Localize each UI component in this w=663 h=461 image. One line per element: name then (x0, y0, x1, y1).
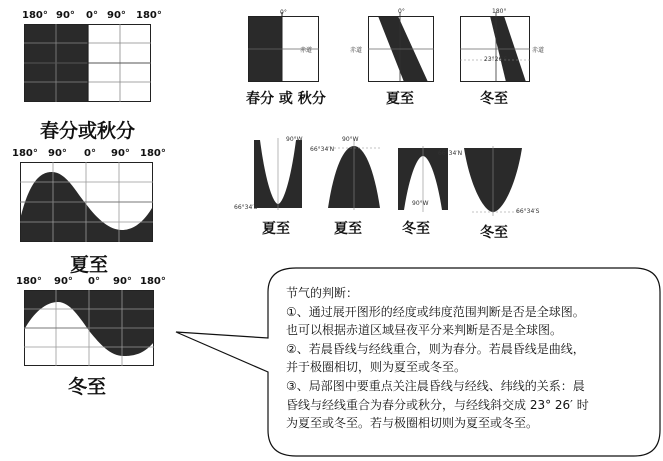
equator-label: 赤道 (532, 47, 545, 54)
zero-label: 0° (398, 8, 405, 15)
note-text (286, 284, 654, 433)
note-line: ③、局部图中要重点关注晨昏线与经线、纬线的关系：晨 (286, 378, 585, 393)
deg-label: 180° (12, 148, 38, 159)
deg-label: 90° (107, 10, 126, 21)
deg-label: 180° (140, 148, 166, 159)
deg-label: 0° (84, 148, 96, 159)
note-line: 并于极圈相切，则为夏至或冬至。 (286, 360, 467, 375)
equinox-local-caption: 春分 或 秋分 (246, 91, 326, 107)
deg-label: 0° (88, 276, 100, 287)
summer-local-caption: 夏至 (386, 91, 414, 107)
note-title: 节气的判断： (286, 286, 359, 300)
polar-caption-4: 冬至 (480, 225, 508, 241)
zero-label: 0° (280, 9, 287, 16)
deg-label: 180° (140, 276, 166, 287)
polar-caption-3: 冬至 (402, 221, 430, 237)
meridian-label: 90°W (342, 136, 359, 143)
lat-label: 66°34′S (234, 204, 258, 211)
note-line: 昏线与经线重合为春分或秋分，与经线斜交成 23° 26′ 时 (286, 397, 589, 412)
winter-caption: 冬至 (68, 376, 107, 398)
deg-label: 90° (113, 276, 132, 287)
deg-label: 90° (48, 148, 67, 159)
deg-label: 90° (56, 10, 75, 21)
note-line: 为夏至或冬至。若与极圈相切则为夏至或冬至。 (286, 416, 539, 431)
meridian-label: 90°W (286, 136, 303, 143)
note-line: ②、若晨昏线与经线重合，则为春分。若晨昏线是曲线， (286, 341, 585, 356)
deg-label: 180° (16, 276, 42, 287)
tropic-label: 23°26′S (484, 56, 508, 63)
deg-label: 90° (54, 276, 73, 287)
note-line: ①、通过展开图形的经度或纬度范围判断是否是全球图。 (286, 304, 585, 319)
equinox-caption: 春分或秋分 (40, 120, 136, 142)
lat-label: 66°34′N (438, 150, 463, 157)
polar-caption-1: 夏至 (262, 221, 290, 237)
equator-label: 赤道 (350, 47, 363, 54)
winter-local-caption: 冬至 (480, 91, 508, 107)
summer-caption: 夏至 (70, 254, 109, 276)
deg-label: 180° (22, 10, 48, 21)
note-line: 也可以根据赤道区域昼夜平分来判断是否是全球图。 (286, 323, 563, 338)
deg180-label: 180° (492, 8, 507, 15)
deg-label: 0° (86, 10, 98, 21)
deg-label: 90° (111, 148, 130, 159)
lat-label: 66°34′S (516, 208, 540, 215)
equator-label: 赤道 (300, 47, 313, 54)
deg-label: 180° (136, 10, 162, 21)
lat-label: 66°34′N (310, 146, 335, 153)
polar-caption-2: 夏至 (334, 221, 362, 237)
meridian-label: 90°W (412, 200, 429, 207)
